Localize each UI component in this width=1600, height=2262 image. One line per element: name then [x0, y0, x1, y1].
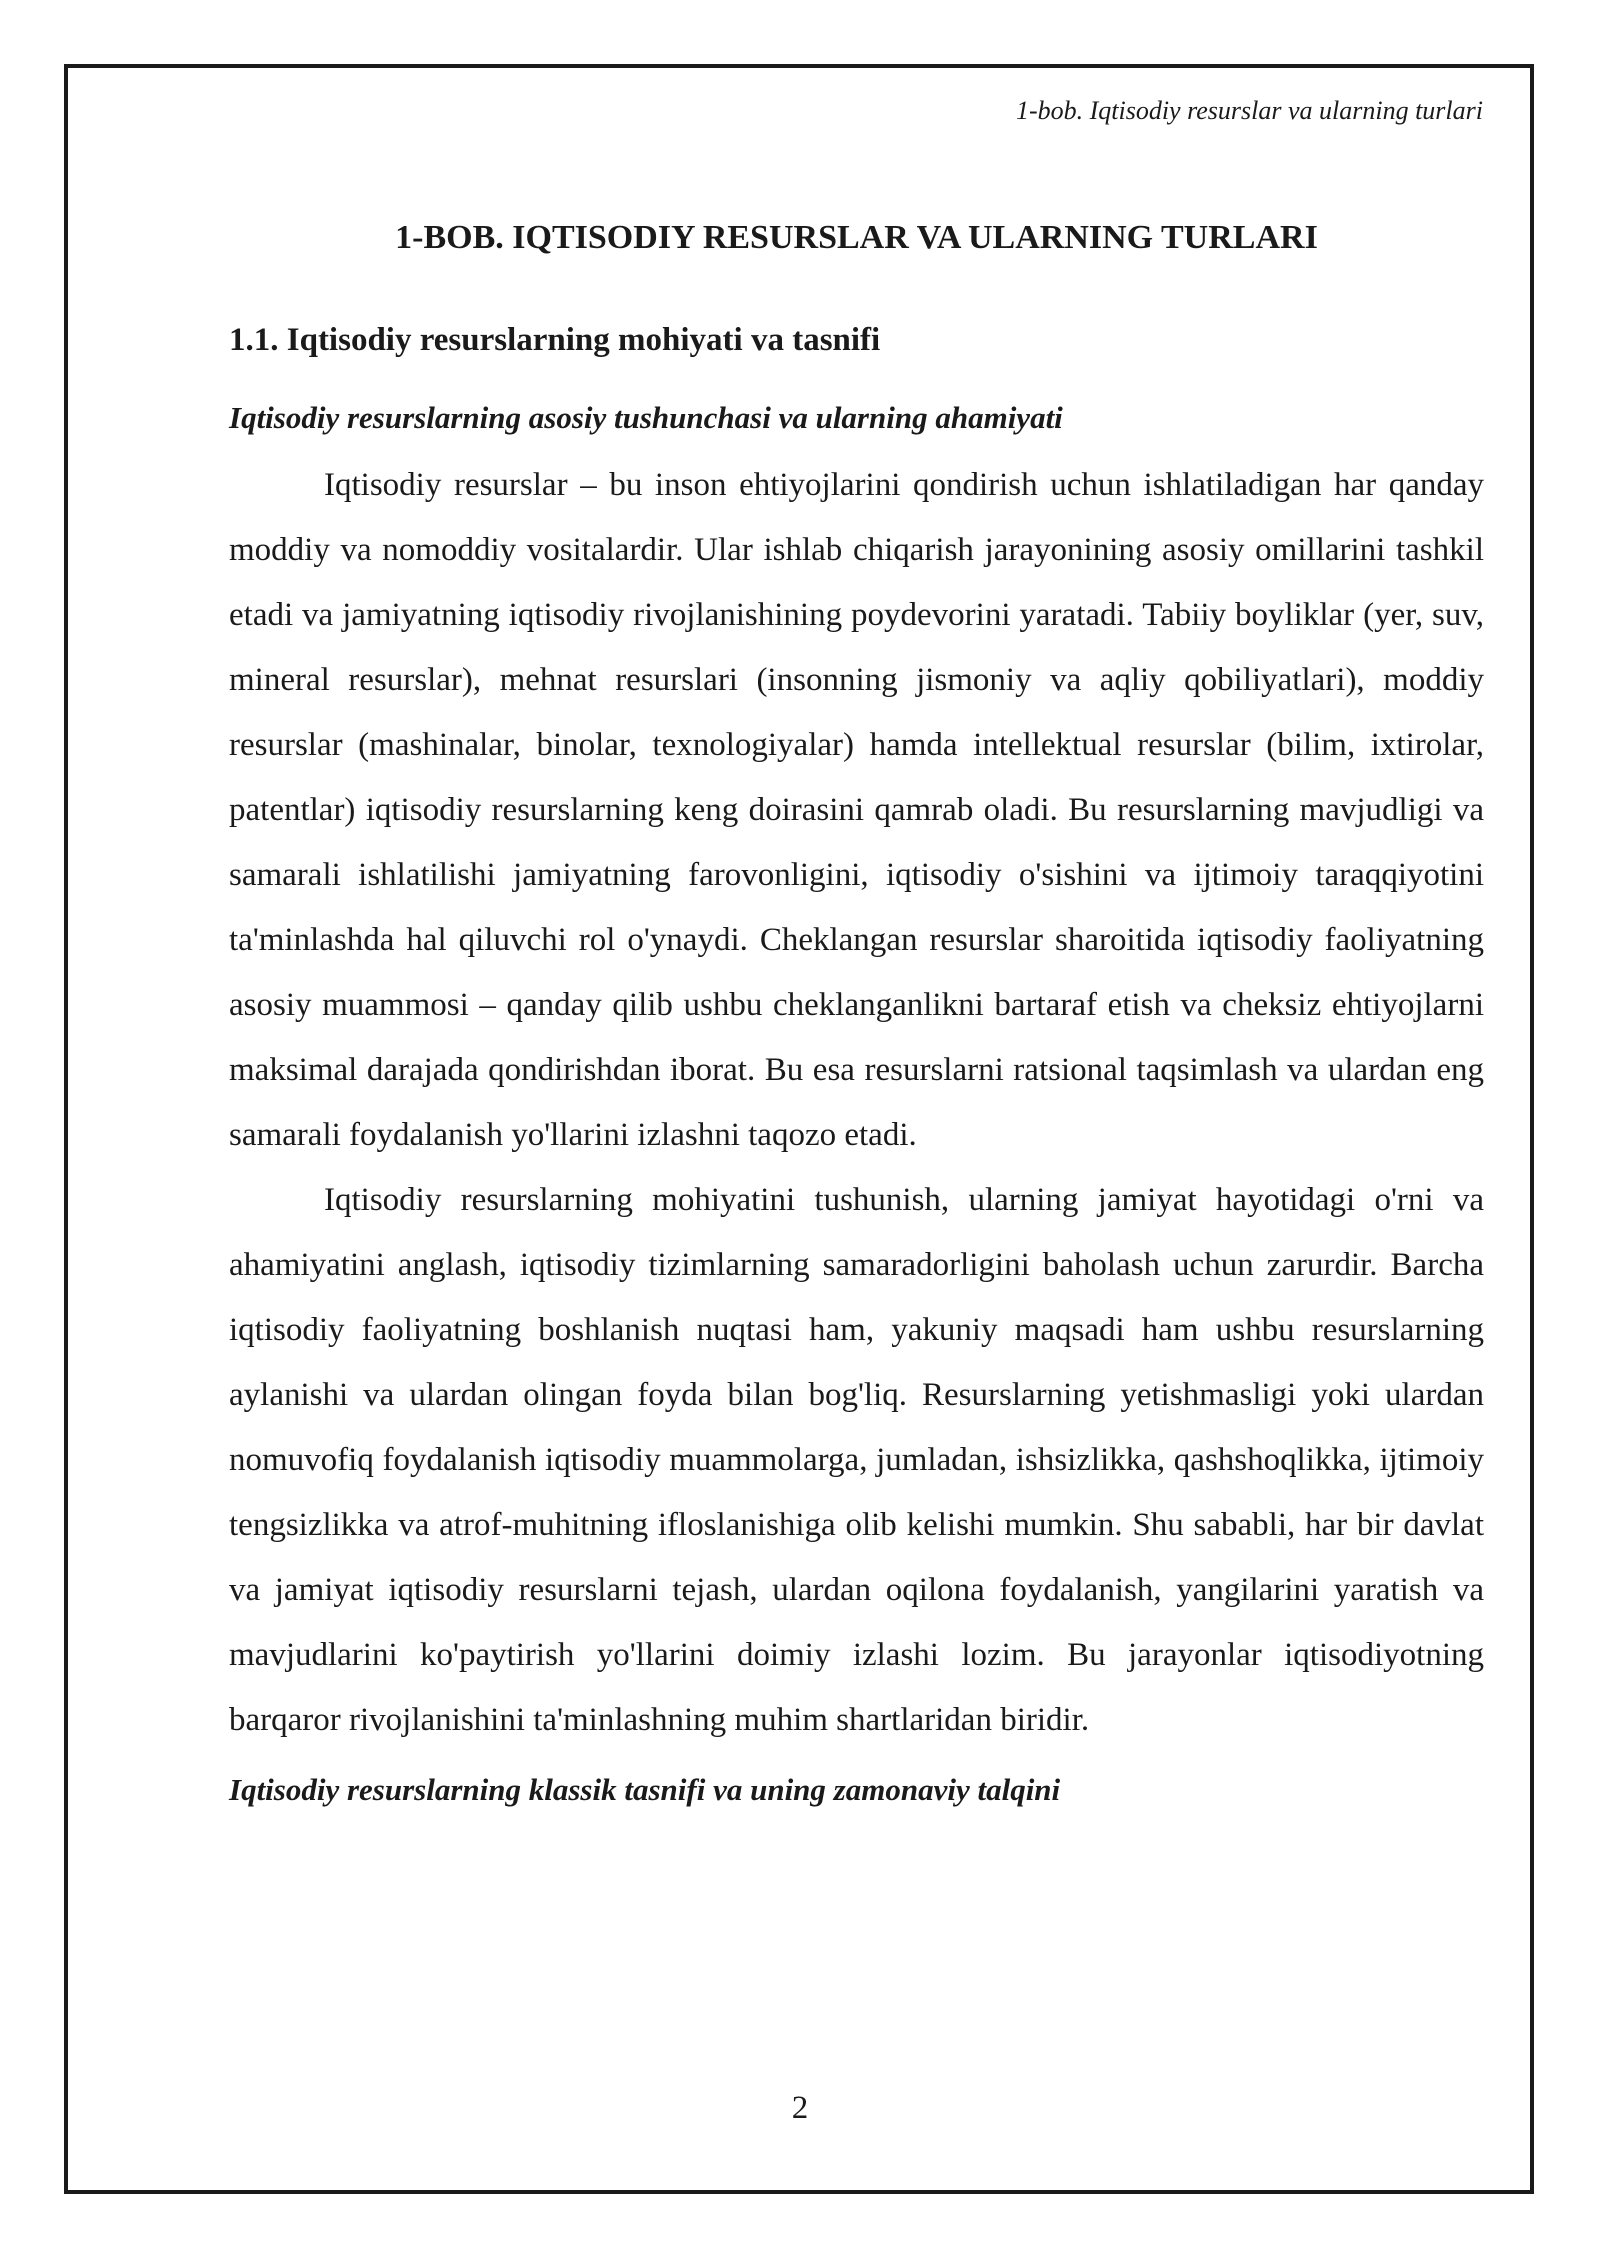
running-header: 1-bob. Iqtisodiy resurslar va ularning turlari [1015, 96, 1483, 125]
subheading-basic-concept: Iqtisodiy resurslarning asosiy tushunchasi va ularning ahamiyati [229, 400, 1063, 435]
subheading-classification: Iqtisodiy resurslarning klassik tasnifi va uning zamonaviy talqini [229, 1772, 1061, 1807]
page-number: 2 [791, 2090, 809, 2126]
document-body [229, 208, 1484, 1815]
paragraph: Iqtisodiy resurslarning mohiyatini tushunish, ularning jamiyat hayotidagi o'rni va ahamiyatini anglash, iqtisodiy tizimlarning samaradorligini baholash uchun zarurdir. Barcha iqtisodiy faoliyatning boshlanish nuqtasi ham, yakuniy maqsadi ham ushbu resurslarning aylanishi va ulardan olingan foyda bilan bog'liq. Resurslarning yetishmasligi yoki ulardan nomuvofiq foydalanish iqtisodiy muammolarga, jumladan, ishsizlikka, qashshoqlikka, ijtimoiy tengsizlikka va atrof-muhitning ifloslanishiga olib kelishi mumkin. Shu sababli, har bir davlat va jamiyat iqtisodiy resurslarni tejash, ulardan oqilona foydalanish, yangilarini yaratish va mavjudlarini ko'paytirish yo'llarini doimiy izlashi lozim. Bu jarayonlar iqtisodiyotning barqaror rivojlanishini ta'minlashning muhim shartlaridan biridir. [229, 1182, 1484, 1738]
section-title: 1.1. Iqtisodiy resurslarning mohiyati va tasnifi [229, 322, 881, 358]
paragraph: Iqtisodiy resurslar – bu inson ehtiyojlarini qondirish uchun ishlatiladigan har qanday moddiy va nomoddiy vositalardir. Ular ishlab chiqarish jarayonining asosiy omillarini tashkil etadi va jamiyatning iqtisodiy rivojlanishining poydevorini yaratadi. Tabiiy boyliklar (yer, suv, mineral resurslar), mehnat resurslari (insonning jismoniy va aqliy qobiliyatlari), moddiy resurslar (mashinalar, binolar, texnologiyalar) hamda intellektual resurslar (bilim, ixtirolar, patentlar) iqtisodiy resurslarning keng doirasini qamrab oladi. Bu resurslarning mavjudligi va samarali ishlatilishi jamiyatning farovonligini, iqtisodiy o'sishini va ijtimoiy taraqqiyotini ta'minlashda hal qiluvchi rol o'ynaydi. Cheklangan resurslar sharoitida iqtisodiy faoliyatning asosiy muammosi – qanday qilib ushbu cheklanganlikni bartaraf etish va cheksiz ehtiyojlarni maksimal darajada qondirishdan iborat. Bu esa resurslarni ratsional taqsimlash va ulardan eng samarali foydalanish yo'llarini izlashni taqozo etadi. [229, 467, 1484, 1153]
chapter-title: 1-BOB. IQTISODIY RESURSLAR VA ULARNING TURLARI [395, 219, 1318, 256]
